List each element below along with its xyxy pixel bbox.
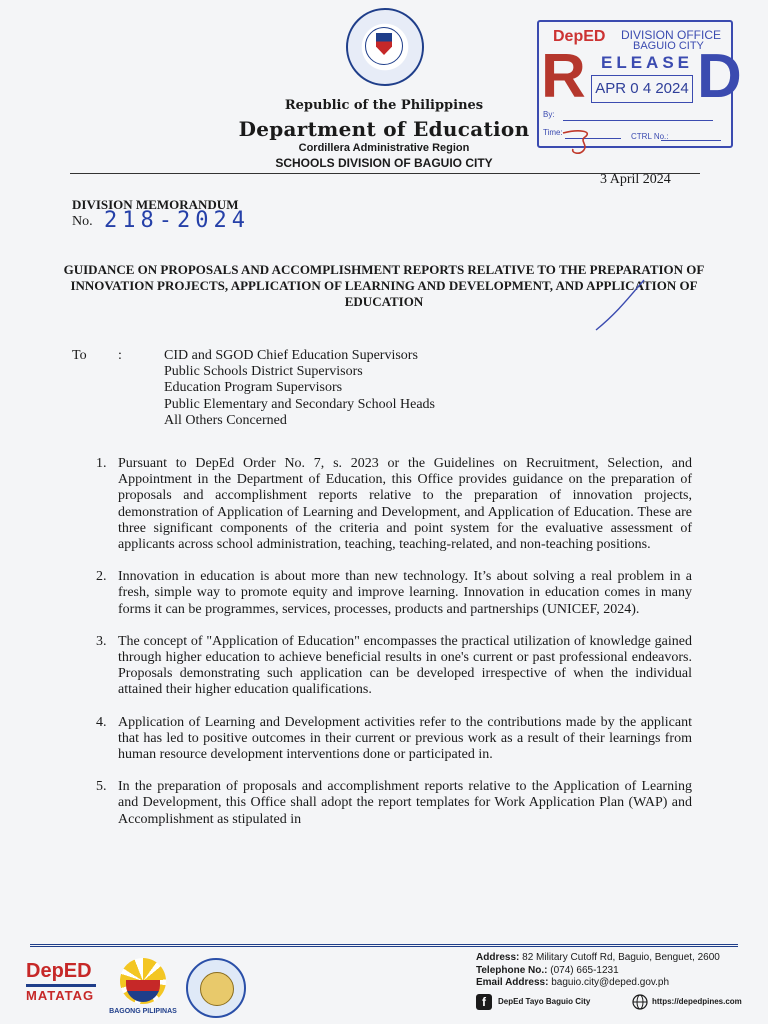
stamp-city: BAGUIO CITY <box>633 40 704 52</box>
logo-bar <box>26 984 96 987</box>
memo-subject: GUIDANCE ON PROPOSALS AND ACCOMPLISHMENT REPORTS RELATIVE TO THE PREPARATION OF INNOVATION PROJECTS, APPLICATION OF LEARNING AND DEVELOPMENT, AND APPLICATION OF EDUCATION <box>63 262 705 309</box>
memo-body <box>96 456 692 844</box>
sdo-seal-inner <box>200 972 234 1006</box>
stamp-date: APR 0 4 2024 <box>591 75 693 103</box>
recipient-item: All Others Concerned <box>164 412 287 428</box>
logo-deped-text: DepED <box>26 960 92 982</box>
deped-seal-logo <box>346 8 424 86</box>
paragraph-number: 2. <box>96 569 107 585</box>
stamp-time-label: Time: <box>543 128 563 137</box>
facebook-icon: f <box>476 994 492 1010</box>
header-department: Department of Education <box>238 117 530 141</box>
stamp-letter-r: R <box>541 42 586 111</box>
header-division: SCHOOLS DIVISION OF BAGUIO CITY <box>275 156 493 170</box>
paragraph-number: 5. <box>96 779 107 795</box>
email-line: Email Address: baguio.city@deped.gov.ph <box>476 977 670 988</box>
stamp-ctrl-label: CTRL No.: <box>631 132 669 141</box>
stamp-office: DIVISION OFFICE <box>621 28 722 42</box>
stamp-by-label: By: <box>543 110 555 119</box>
body-paragraph <box>96 634 692 699</box>
to-label: To <box>72 348 87 363</box>
website-link[interactable]: https://depedpines.com <box>652 997 742 1006</box>
recipient-item: CID and SGOD Chief Education Supervisors <box>164 348 418 363</box>
header-region: Cordillera Administrative Region <box>298 142 470 154</box>
paragraph-text: Pursuant to DepEd Order No. 7, s. 2023 or the Guidelines on Recruitment, Selection, and Appointment in the Department of Education, this Office provides guidance on the preparation of proposals and accomplishment reports relative to the preparation of innovation projects, demonstration of Application of Learning and Development, and Application of Education. These are three significant components of the criteria and point system for the evaluative assessment of applicants across school administration, teaching, teaching-related, and non-teaching positions. <box>118 456 692 553</box>
header-republic: Republic of the Philippines <box>284 98 484 113</box>
stamp-ctrl-line <box>661 140 721 141</box>
body-paragraph <box>96 715 692 764</box>
paragraph-text: The concept of "Application of Education" encompasses the practical utilization of knowledge gained through higher education to achieve beneficial results in one's current or past professional endeavors. Proposals demonstrating such application can be developed irrespective of when the individual attained their higher education qualifications. <box>118 633 692 698</box>
paragraph-number: 1. <box>96 456 107 471</box>
memo-date: 3 April 2024 <box>600 172 671 187</box>
bagong-pilipinas-logo <box>108 958 178 1020</box>
memo-number-label: No. <box>72 214 93 229</box>
to-colon: : <box>118 348 122 363</box>
telephone-line: Telephone No.: (074) 665-1231 <box>476 964 619 976</box>
recipient-list <box>164 348 435 429</box>
paragraph-text: Application of Learning and Development activities refer to the contributions made by the applicant that has led to positive outcomes in their current or previous work as a result of their learnings from human resource development interventions done or participated in. <box>118 714 692 763</box>
sdo-baguio-seal-logo <box>186 958 246 1018</box>
contact-block <box>476 952 720 990</box>
bagong-pilipinas-label: BAGONG PILIPINAS <box>109 1008 177 1015</box>
globe-icon <box>632 994 648 1010</box>
address-line: Address: 82 Military Cutoff Rd, Baguio, Benguet, 2600 <box>476 952 720 963</box>
stamp-brand: DepED <box>553 28 606 45</box>
deped-matatag-logo <box>26 960 100 1018</box>
body-paragraph <box>96 569 692 618</box>
paragraph-number: 4. <box>96 714 107 730</box>
paragraph-text: Innovation in education is about more than new technology. It’s about solving a real problem in a fresh, simple way to promote equity and improve learning. Innovation in education comes in many forms it can be programmes, services, processes, products and partnerships (UNICEF, 2024). <box>118 569 692 617</box>
logo-matatag-text: MATATAG <box>26 988 95 1003</box>
body-paragraph <box>96 456 692 553</box>
memo-number: 218-2024 <box>104 208 250 233</box>
stamp-lease: ELEASE <box>601 53 694 72</box>
body-paragraph <box>96 779 692 828</box>
stamp-signature-mark <box>559 127 599 157</box>
pen-stroke-mark <box>590 276 650 336</box>
released-stamp <box>537 20 742 148</box>
stamp-letter-d: D <box>697 42 742 111</box>
paragraph-text: In the preparation of proposals and accomplishment reports relative to the Application of Learning and Development, this Office shall adopt the report templates for Work Application Plan (WAP) and Accomplishment as stipulated in <box>118 779 692 827</box>
footer-divider <box>30 944 738 947</box>
recipient-item: Public Schools District Supervisors <box>164 364 363 380</box>
recipient-item: Public Elementary and Secondary School Heads <box>164 396 435 412</box>
facebook-link[interactable]: DepEd Tayo Baguio City <box>498 997 591 1006</box>
stamp-by-line <box>563 120 713 121</box>
recipient-item: Education Program Supervisors <box>164 380 343 396</box>
paragraph-number: 3. <box>96 633 107 649</box>
memo-title: DIVISION MEMORANDUM <box>72 197 239 212</box>
